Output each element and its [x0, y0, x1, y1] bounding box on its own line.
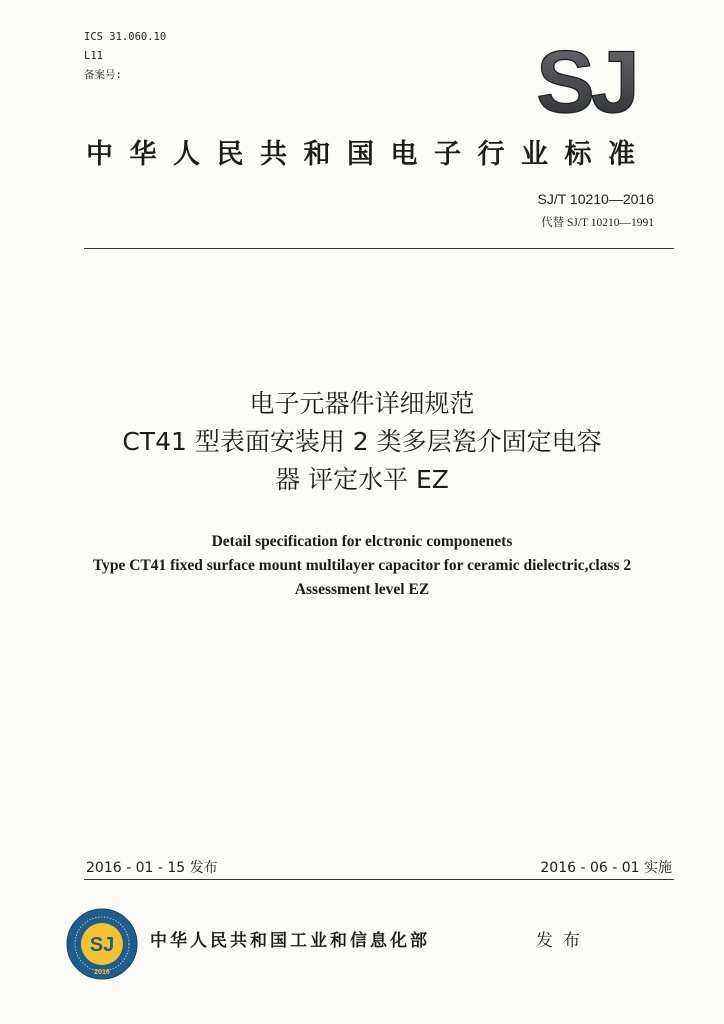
issuing-authority: 中华人民共和国工业和信息化部	[150, 931, 430, 951]
footer-divider	[84, 879, 674, 880]
chinese-title-line-3: 器 评定水平 EZ	[275, 465, 449, 494]
english-title-line-1: Detail specification for elctronic componenets	[211, 533, 513, 550]
classification-block	[84, 28, 166, 85]
replaced-standard: 代替 SJ/T 10210—1991	[541, 217, 654, 229]
chinese-title-line-1: 电子元器件详细规范	[249, 389, 475, 418]
issue-date: 2016 - 01 - 15 发布	[86, 860, 218, 876]
chinese-title-line-2: CT41 型表面安装用 2 类多层瓷介固定电容	[122, 427, 602, 456]
ics-code: ICS 31.060.10	[84, 31, 167, 43]
svg-text:2016: 2016	[94, 969, 110, 976]
filing-number-label: 备案号:	[84, 69, 122, 81]
svg-text:SJ: SJ	[89, 934, 115, 956]
issued-label: 发布	[536, 931, 590, 951]
ccs-code: L11	[84, 50, 103, 62]
english-title-line-2: Type CT41 fixed surface mount multilayer capacitor for ceramic dielectric,class 2	[92, 557, 632, 574]
sj-logo-icon	[528, 44, 644, 118]
implementation-date: 2016 - 06 - 01 实施	[540, 860, 672, 876]
header-divider	[84, 248, 674, 249]
standards-seal-icon	[66, 908, 138, 980]
svg-text:SJ: SJ	[536, 44, 636, 118]
english-title-line-3: Assessment level EZ	[294, 581, 430, 598]
standard-number: SJ/T 10210—2016	[537, 191, 654, 207]
industry-standard-title: 中华人民共和国电子行业标准	[86, 139, 652, 170]
